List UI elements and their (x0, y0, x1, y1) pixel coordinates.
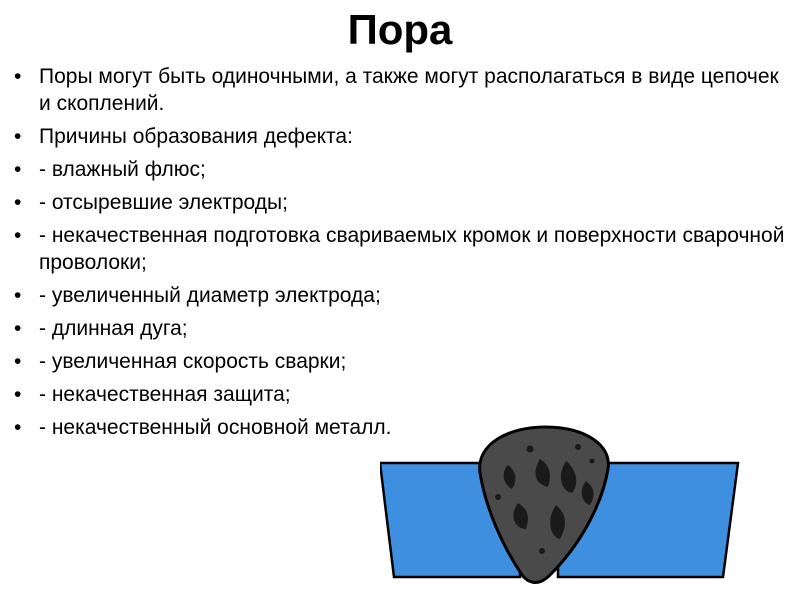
bullet-dot-icon: • (14, 350, 22, 373)
pore (590, 459, 595, 464)
pore (539, 548, 545, 554)
bullet-dot-icon: • (14, 125, 22, 148)
bullet-item (12, 63, 792, 117)
weld-seam-pores-icon (380, 425, 740, 600)
bullet-item (12, 156, 792, 183)
bullet-text: - влажный флюс; (39, 158, 206, 181)
bullet-item (12, 123, 792, 150)
bullet-dot-icon: • (14, 158, 22, 181)
bullet-text: - отсыревшие электроды; (39, 191, 288, 214)
bullet-dot-icon: • (14, 191, 22, 214)
bullet-dot-icon: • (14, 383, 22, 406)
bullet-dot-icon: • (14, 317, 22, 340)
bullet-item (12, 189, 792, 216)
bullet-text: - некачественный основной металл. (39, 416, 392, 439)
bullet-text: - увеличенная скорость сварки; (39, 350, 347, 373)
bullet-item (12, 282, 792, 309)
bullet-item (12, 222, 792, 276)
pore (575, 444, 581, 450)
bullet-item (12, 348, 792, 375)
pore (495, 494, 501, 500)
bullet-item (12, 315, 792, 342)
bullet-dot-icon: • (14, 416, 22, 439)
bullet-text: Поры могут быть одиночными, а также могут располагаться в виде цепочек и скоплений. (39, 65, 779, 115)
bullet-dot-icon: • (14, 224, 22, 247)
bullet-list (12, 63, 792, 447)
bullet-text: Причины образования дефекта: (39, 125, 353, 148)
pore (527, 446, 534, 453)
bullet-item (12, 381, 792, 408)
bullet-text: - некачественная защита; (39, 383, 291, 406)
bullet-text: - некачественная подготовка свариваемых кромок и поверхности сварочной проволоки; (39, 224, 785, 274)
slide-title: Пора (347, 6, 453, 53)
bullet-text: - длинная дуга; (39, 317, 188, 340)
bullet-text: - увеличенный диаметр электрода; (39, 284, 381, 307)
bullet-dot-icon: • (14, 284, 22, 307)
bullet-dot-icon: • (14, 65, 22, 88)
